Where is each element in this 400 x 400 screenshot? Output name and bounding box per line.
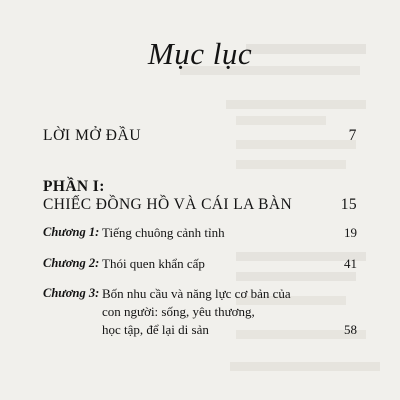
- chapter-label: Chương 3:: [43, 286, 100, 300]
- page-title: Mục lục: [147, 36, 253, 71]
- part-title: CHIẾC ĐỒNG HỒ VÀ CÁI LA BÀN: [43, 196, 293, 213]
- chapter-page: 41: [344, 256, 357, 271]
- toc-entry-page: 7: [348, 127, 357, 144]
- toc-entry-page: 15: [340, 196, 357, 213]
- part-label: PHẦN I:: [43, 178, 105, 195]
- chapter-label: Chương 2:: [43, 256, 100, 270]
- toc-entry-label: LỜI MỞ ĐẦU: [43, 127, 142, 144]
- chapter-label: Chương 1:: [43, 225, 100, 239]
- chapter-title: Thói quen khẩn cấp: [102, 256, 205, 271]
- chapter-title-line: Bốn nhu cầu và năng lực cơ bản của: [102, 286, 291, 301]
- chapter-page: 58: [344, 322, 357, 337]
- chapter-title-line: con người: sống, yêu thương,: [102, 304, 255, 319]
- chapter-title: Tiếng chuông cảnh tỉnh: [102, 225, 225, 240]
- chapter-page: 19: [344, 225, 357, 240]
- chapter-title-line: học tập, để lại di sản: [102, 322, 209, 337]
